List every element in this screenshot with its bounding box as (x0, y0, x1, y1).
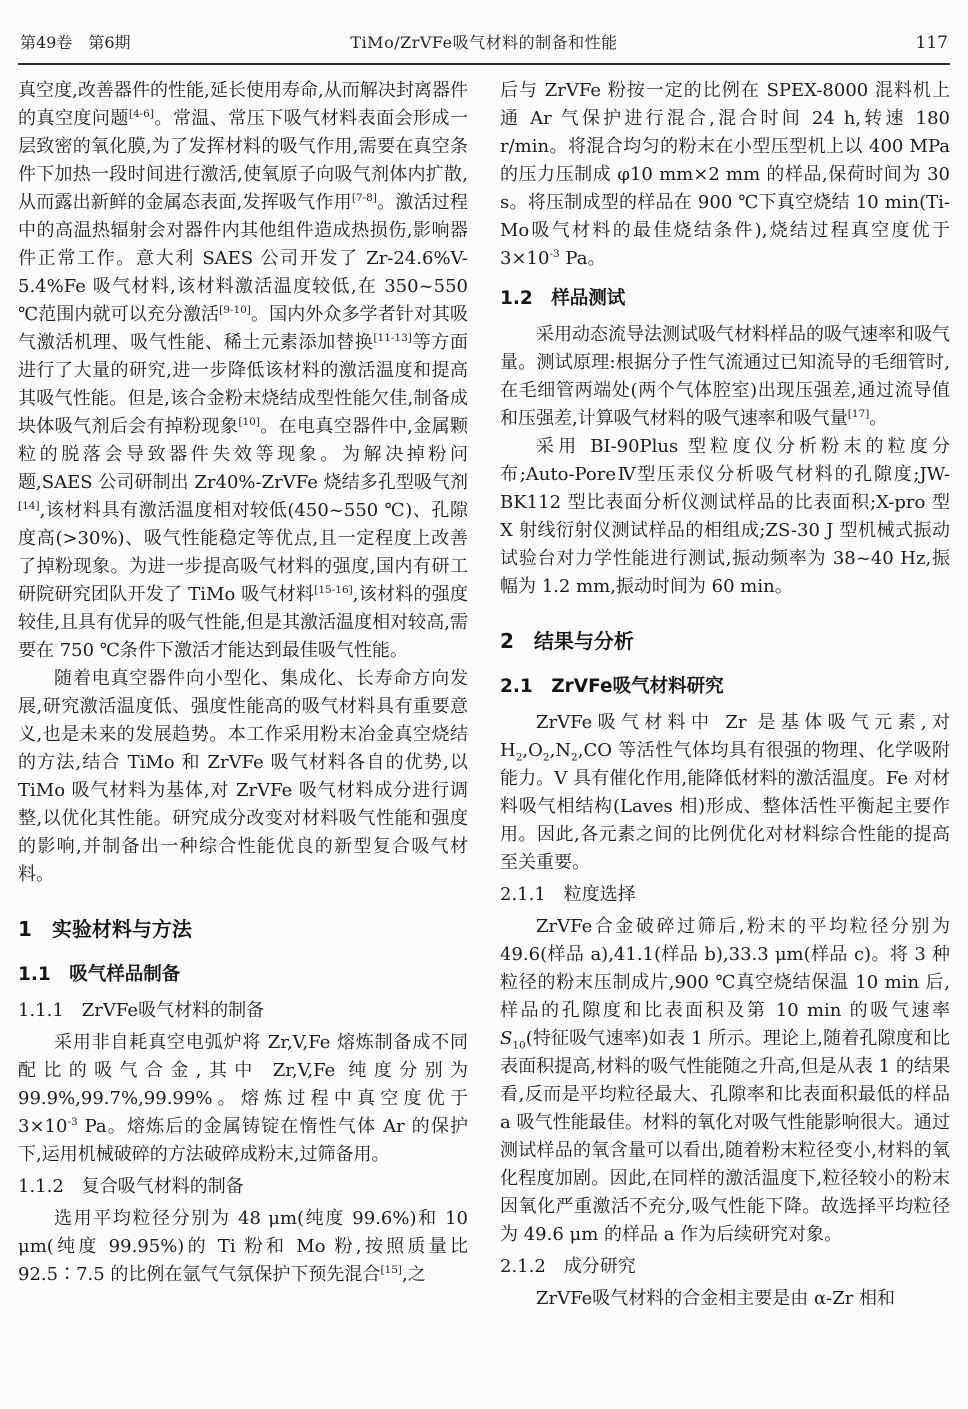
text-run: 随着电真空器件向小型化、集成化、长寿命方向发展,研究激活温度低、强度性能高的吸气材料具有重要意义,也是未来的发展趋势。本工作采用粉末冶金真空烧结的方法,结合 TiMo 和 ZrVFe 吸气材料各自的优势,以 TiMo 吸气材料为基体,对 ZrVFe 吸气材料成分进行调整,以优化其性能。研究成分改变对材料吸气性能和强度的影响,并制备出一种综合性能优良的新型复合吸气材料。 (18, 668, 468, 885)
running-title: TiMo/ZrVFe吸气材料的制备和性能 (350, 33, 618, 52)
text-run: ,N (549, 740, 572, 761)
paragraph (18, 1029, 468, 1169)
text-run: 。国内外众多学者针对其吸气激活机理、吸气性能、稀土元素添加替换 (18, 304, 468, 353)
paragraph (500, 77, 950, 273)
citation-ref: [7-8] (351, 192, 377, 204)
text-run: ,该材料具有激活温度相对较低(450~550 ℃)、孔隙度高(>30%)、吸气性能稳定等优点,且一定程度上改善了掉粉现象。为进一步提高吸气材料的强度,国内有研工研院研究团队开发了 TiMo 吸气材料 (18, 500, 468, 605)
subscript: 10 (512, 1039, 526, 1052)
text-run: 等方面进行了大量的研究,进一步降低该材料的激活温度和提高其吸气性能。但是,该合金粉末烧结成型性能欠佳,制备成块体吸气剂后会有掉粉现象 (18, 332, 469, 437)
text-run: Pa。熔炼后的金属铸锭在惰性气体 Ar 的保护下,运用机械破碎的方法破碎成粉末,过筛备用。 (18, 1116, 468, 1165)
text-run: ,该材料的强度较佳,且具有优异的吸气性能,但是其激活温度相对较高,需要在 750 ℃条件下激活才能达到最佳吸气性能。 (18, 584, 468, 661)
right-column (500, 77, 950, 1313)
citation-ref: [4-6] (128, 108, 154, 120)
text-run: 。常温、常压下吸气材料表面会形成一层致密的氧化膜,为了发挥材料的吸气作用,需要在真空条件下加热一段时间进行激活,使氧原子向吸气剂体内扩散,从而露出新鲜的金属态表面,发挥吸气作用 (18, 108, 469, 213)
citation-ref: [10] (238, 416, 260, 428)
left-column (18, 77, 468, 1313)
citation-ref: [14] (18, 500, 40, 512)
subsubsection-heading: 1.1.2 复合吸气材料的制备 (18, 1176, 244, 1197)
subsubsection-heading: 2.1.2 成分研究 (500, 1256, 636, 1277)
paragraph (18, 1205, 468, 1289)
section-heading: 1 实验材料与方法 (18, 917, 192, 941)
text-run: 采用非自耗真空电弧炉将 Zr,V,Fe 熔炼制备成不同配比的吸气合金,其中 Zr,V,Fe 纯度分别为 99.9%,99.7%,99.99%。熔炼过程中真空度优于 3×10 (18, 1032, 468, 1137)
subscript: 2 (542, 751, 550, 764)
citation-ref: [9-10] (219, 304, 251, 316)
page-header (18, 0, 950, 65)
citation-ref: [17] (847, 408, 870, 420)
text-run: 。在电真空器件中,金属颗粒的脱落会导致器件失效等现象。为解决掉粉问题,SAES 公司研制出 Zr40%-ZrVFe 烧结多孔型吸气剂 (18, 416, 468, 493)
paragraph (500, 913, 950, 1249)
citation-ref: [15] (380, 1264, 402, 1276)
text-run: ,之 (402, 1264, 426, 1285)
text-run: 采用动态流导法测试吸气材料样品的吸气速率和吸气量。测试原理:根据分子性气流通过已知流导的毛细管时,在毛细管两端处(两个气体腔室)出现压强差,通过流导值和压强差,计算吸气材料的吸气速率和吸气量 (500, 324, 950, 429)
volume-issue: 第49卷 第6期 (20, 33, 131, 52)
subscript: 2 (571, 751, 578, 764)
page-number: 117 (915, 33, 948, 53)
subsection-heading: 1.1 吸气样品制备 (18, 964, 181, 985)
subsubsection-heading: 1.1.1 ZrVFe吸气材料的制备 (18, 1000, 265, 1021)
text-run: ,O (522, 740, 543, 761)
text-run: ZrVFe吸气材料中 Zr 是基体吸气元素,对 H (500, 712, 950, 761)
text-run: ZrVFe吸气材料的合金相主要是由 α-Zr 相和 (536, 1288, 896, 1309)
section-heading: 2 结果与分析 (500, 629, 634, 653)
text-run: Pa。 (559, 248, 606, 269)
citation-ref: [15-16] (314, 584, 353, 596)
article-body (18, 65, 950, 1313)
citation-ref: -3 (549, 248, 560, 260)
text-run: 。激活过程中的高温热辐射会对器件内其他组件造成热损伤,影响器件正常工作。意大利 SAES 公司开发了 Zr-24.6%V-5.4%Fe 吸气材料,该材料激活温度较低,在 350~550 ℃范围内就可以充分激活 (18, 192, 468, 325)
paragraph (500, 321, 950, 433)
paragraph (500, 433, 950, 601)
text-run: 采用 BI-90Plus 型粒度仪分析粉末的粒度分布;Auto-PoreⅣ型压汞仪分析吸气材料的孔隙度;JW-BK112 型比表面分析仪测试样品的比表面积;X-pro 型 X 射线衍射仪测试样品的相组成;ZS-30 J 型机械式振动试验台对力学性能进行测试,振动频率为 38~40 Hz,振幅为 1.2 mm,振动时间为 60 min。 (500, 436, 950, 597)
text-run: (特征吸气速率)如表 1 所示。理论上,随着孔隙度和比表面积提高,材料的吸气性能随之升高,但是从表 1 的结果看,反而是平均粒径最大、孔隙率和比表面积最低的样品 a 吸气性能最佳。材料的氧化对吸气性能影响很大。通过测试样品的氧含量可以看出,随着粉末粒径变小,材料的氧化程度加剧。因此,在同样的激活温度下,粒径较小的粉末因氧化严重激活不充分,吸气性能下降。故选择平均粒径为 49.6 μm 的样品 a 作为后续研究对象。 (500, 1028, 950, 1245)
paragraph (18, 77, 468, 665)
citation-ref: -3 (67, 1116, 78, 1128)
text-run: 。 (869, 408, 888, 429)
paragraph (500, 709, 950, 877)
text-run: 后与 ZrVFe 粉按一定的比例在 SPEX-8000 混料机上通 Ar 气保护进行混合,混合时间 24 h,转速 180 r/min。将混合均匀的粉末在小型压型机上以 400 MPa 的压力压制成 φ10 mm×2 mm 的样品,保荷时间为 30 s。将压制成型的样品在 900 ℃下真空烧结 10 min(Ti-Mo吸气材料的最佳烧结条件),烧结过程真空度优于 3×10 (500, 80, 950, 269)
text-run: 选用平均粒径分别为 48 μm(纯度 99.6%)和 10 μm(纯度 99.95%)的 Ti 粉和 Mo 粉,按照质量比 92.5∶7.5 的比例在氩气气氛保护下预先混合 (18, 1208, 468, 1285)
subsection-heading: 2.1 ZrVFe吸气材料研究 (500, 676, 724, 697)
paragraph (500, 1285, 950, 1313)
paragraph (18, 665, 468, 889)
subsection-heading: 1.2 样品测试 (500, 288, 626, 309)
text-run: S (500, 1028, 513, 1049)
text-run: ,CO 等活性气体均具有很强的物理、化学吸附能力。V 具有催化作用,能降低材料的激活温度。Fe 对材料吸气相结构(Laves 相)形成、整体活性平衡起主要作用。因此,各元素之间的比例优化对材料综合性能的提高至关重要。 (500, 740, 950, 873)
subsubsection-heading: 2.1.1 粒度选择 (500, 884, 636, 905)
text-run: 真空度,改善器件的性能,延长使用寿命,从而解决封离器件的真空度问题 (18, 80, 468, 129)
subscript: 2 (515, 751, 523, 764)
citation-ref: [11-13] (373, 332, 412, 344)
text-run: ZrVFe合金破碎过筛后,粉末的平均粒径分别为 49.6(样品 a),41.1(样品 b),33.3 μm(样品 c)。将 3 种粒径的粉末压制成片,900 ℃真空烧结保温 10 min 后,样品的孔隙度和比表面积及第 10 min 的吸气速率 (500, 916, 950, 1021)
